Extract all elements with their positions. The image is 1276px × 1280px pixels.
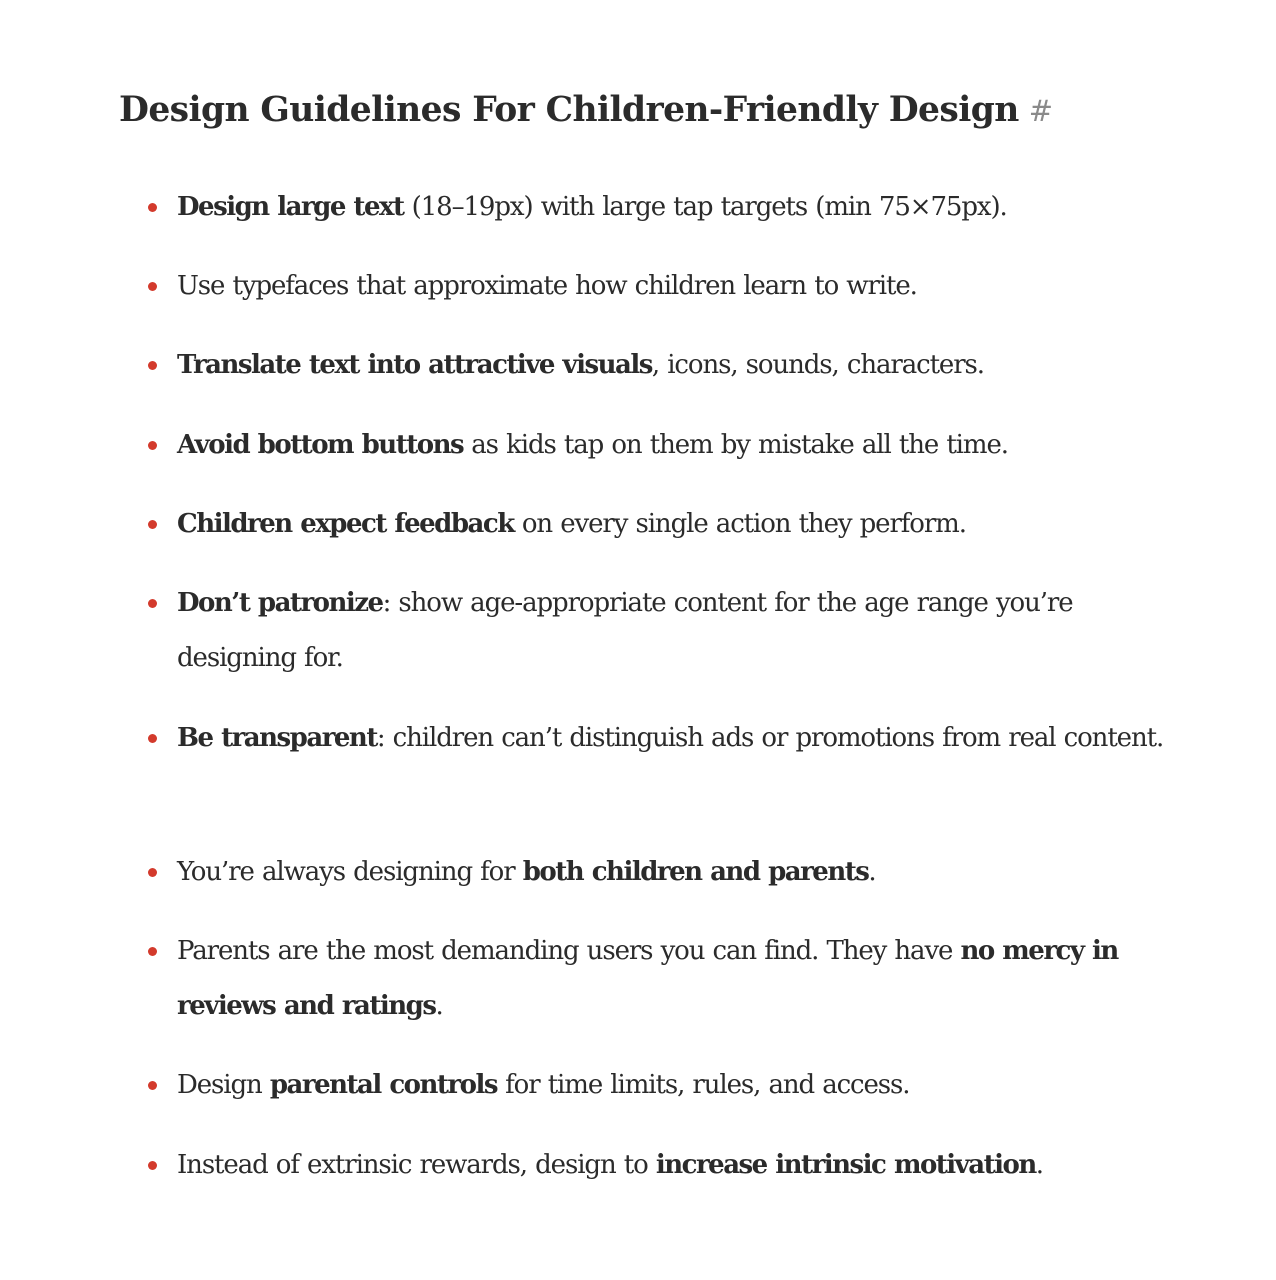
bullet-icon <box>148 947 157 956</box>
heading-anchor-link[interactable]: # <box>1028 94 1054 128</box>
guideline-text: : show age-appropriate content for the age range you’re designing for. <box>177 588 1073 673</box>
bullet-icon <box>148 1161 157 1170</box>
guideline-item-6 <box>177 576 1169 686</box>
guideline-emphasis: Be transparent <box>177 723 377 753</box>
guideline-text: Parents are the most demanding users you can find. They have <box>177 936 961 966</box>
bullet-icon <box>148 520 157 529</box>
bullet-icon <box>148 203 157 212</box>
guideline-text: . <box>868 857 876 887</box>
guideline-text: for time limits, rules, and access. <box>496 1070 910 1100</box>
guideline-text: . <box>1035 1150 1043 1180</box>
guideline-text: on every single action they perform. <box>513 509 966 539</box>
guideline-emphasis: both children and parents <box>522 857 869 887</box>
bullet-icon <box>148 282 157 291</box>
article-section <box>119 80 1179 1180</box>
guideline-item-11 <box>177 1138 1169 1193</box>
guideline-emphasis: parental controls <box>269 1070 497 1100</box>
guideline-text: You’re always designing for <box>177 857 523 887</box>
guideline-item-1 <box>177 180 1169 235</box>
guideline-text: . <box>435 991 443 1021</box>
guideline-item-9 <box>177 924 1169 1034</box>
guideline-item-3 <box>177 338 1169 393</box>
bullet-icon <box>148 361 157 370</box>
guideline-emphasis: Avoid bottom buttons <box>177 430 464 460</box>
bullet-icon <box>148 868 157 877</box>
guideline-emphasis: Don’t patronize <box>177 588 383 618</box>
guideline-item-10 <box>177 1058 1169 1113</box>
guideline-item-8 <box>177 845 1169 900</box>
guideline-emphasis: Children expect feedback <box>177 509 514 539</box>
guideline-text: Design <box>177 1070 270 1100</box>
bullet-icon <box>148 441 157 450</box>
guideline-item-7 <box>177 711 1169 766</box>
guideline-emphasis: Translate text into attractive visuals <box>177 350 652 380</box>
guideline-item-2 <box>177 259 1169 314</box>
guideline-text: (18–19px) with large tap targets (min 75×75px). <box>403 192 1007 222</box>
bullet-icon <box>148 599 157 608</box>
guideline-item-4 <box>177 418 1169 473</box>
guideline-emphasis: no mercy in reviews and ratings <box>177 936 1118 1021</box>
guideline-text: , icons, sounds, characters. <box>651 350 984 380</box>
guideline-emphasis: increase intrinsic motivation <box>655 1150 1036 1180</box>
guideline-text: as kids tap on them by mistake all the time. <box>463 430 1008 460</box>
guideline-emphasis: Design large text <box>177 192 404 222</box>
section-heading-text: Design Guidelines For Children-Friendly Design <box>119 90 1019 130</box>
guideline-text: Use typefaces that approximate how children learn to write. <box>177 271 917 301</box>
bullet-icon <box>148 734 157 743</box>
guideline-item-5 <box>177 497 1169 552</box>
guideline-text: : children can’t distinguish ads or promotions from real content. <box>376 723 1164 753</box>
section-heading <box>119 80 1179 141</box>
bullet-icon <box>148 1081 157 1090</box>
guideline-text: Instead of extrinsic rewards, design to <box>177 1150 656 1180</box>
